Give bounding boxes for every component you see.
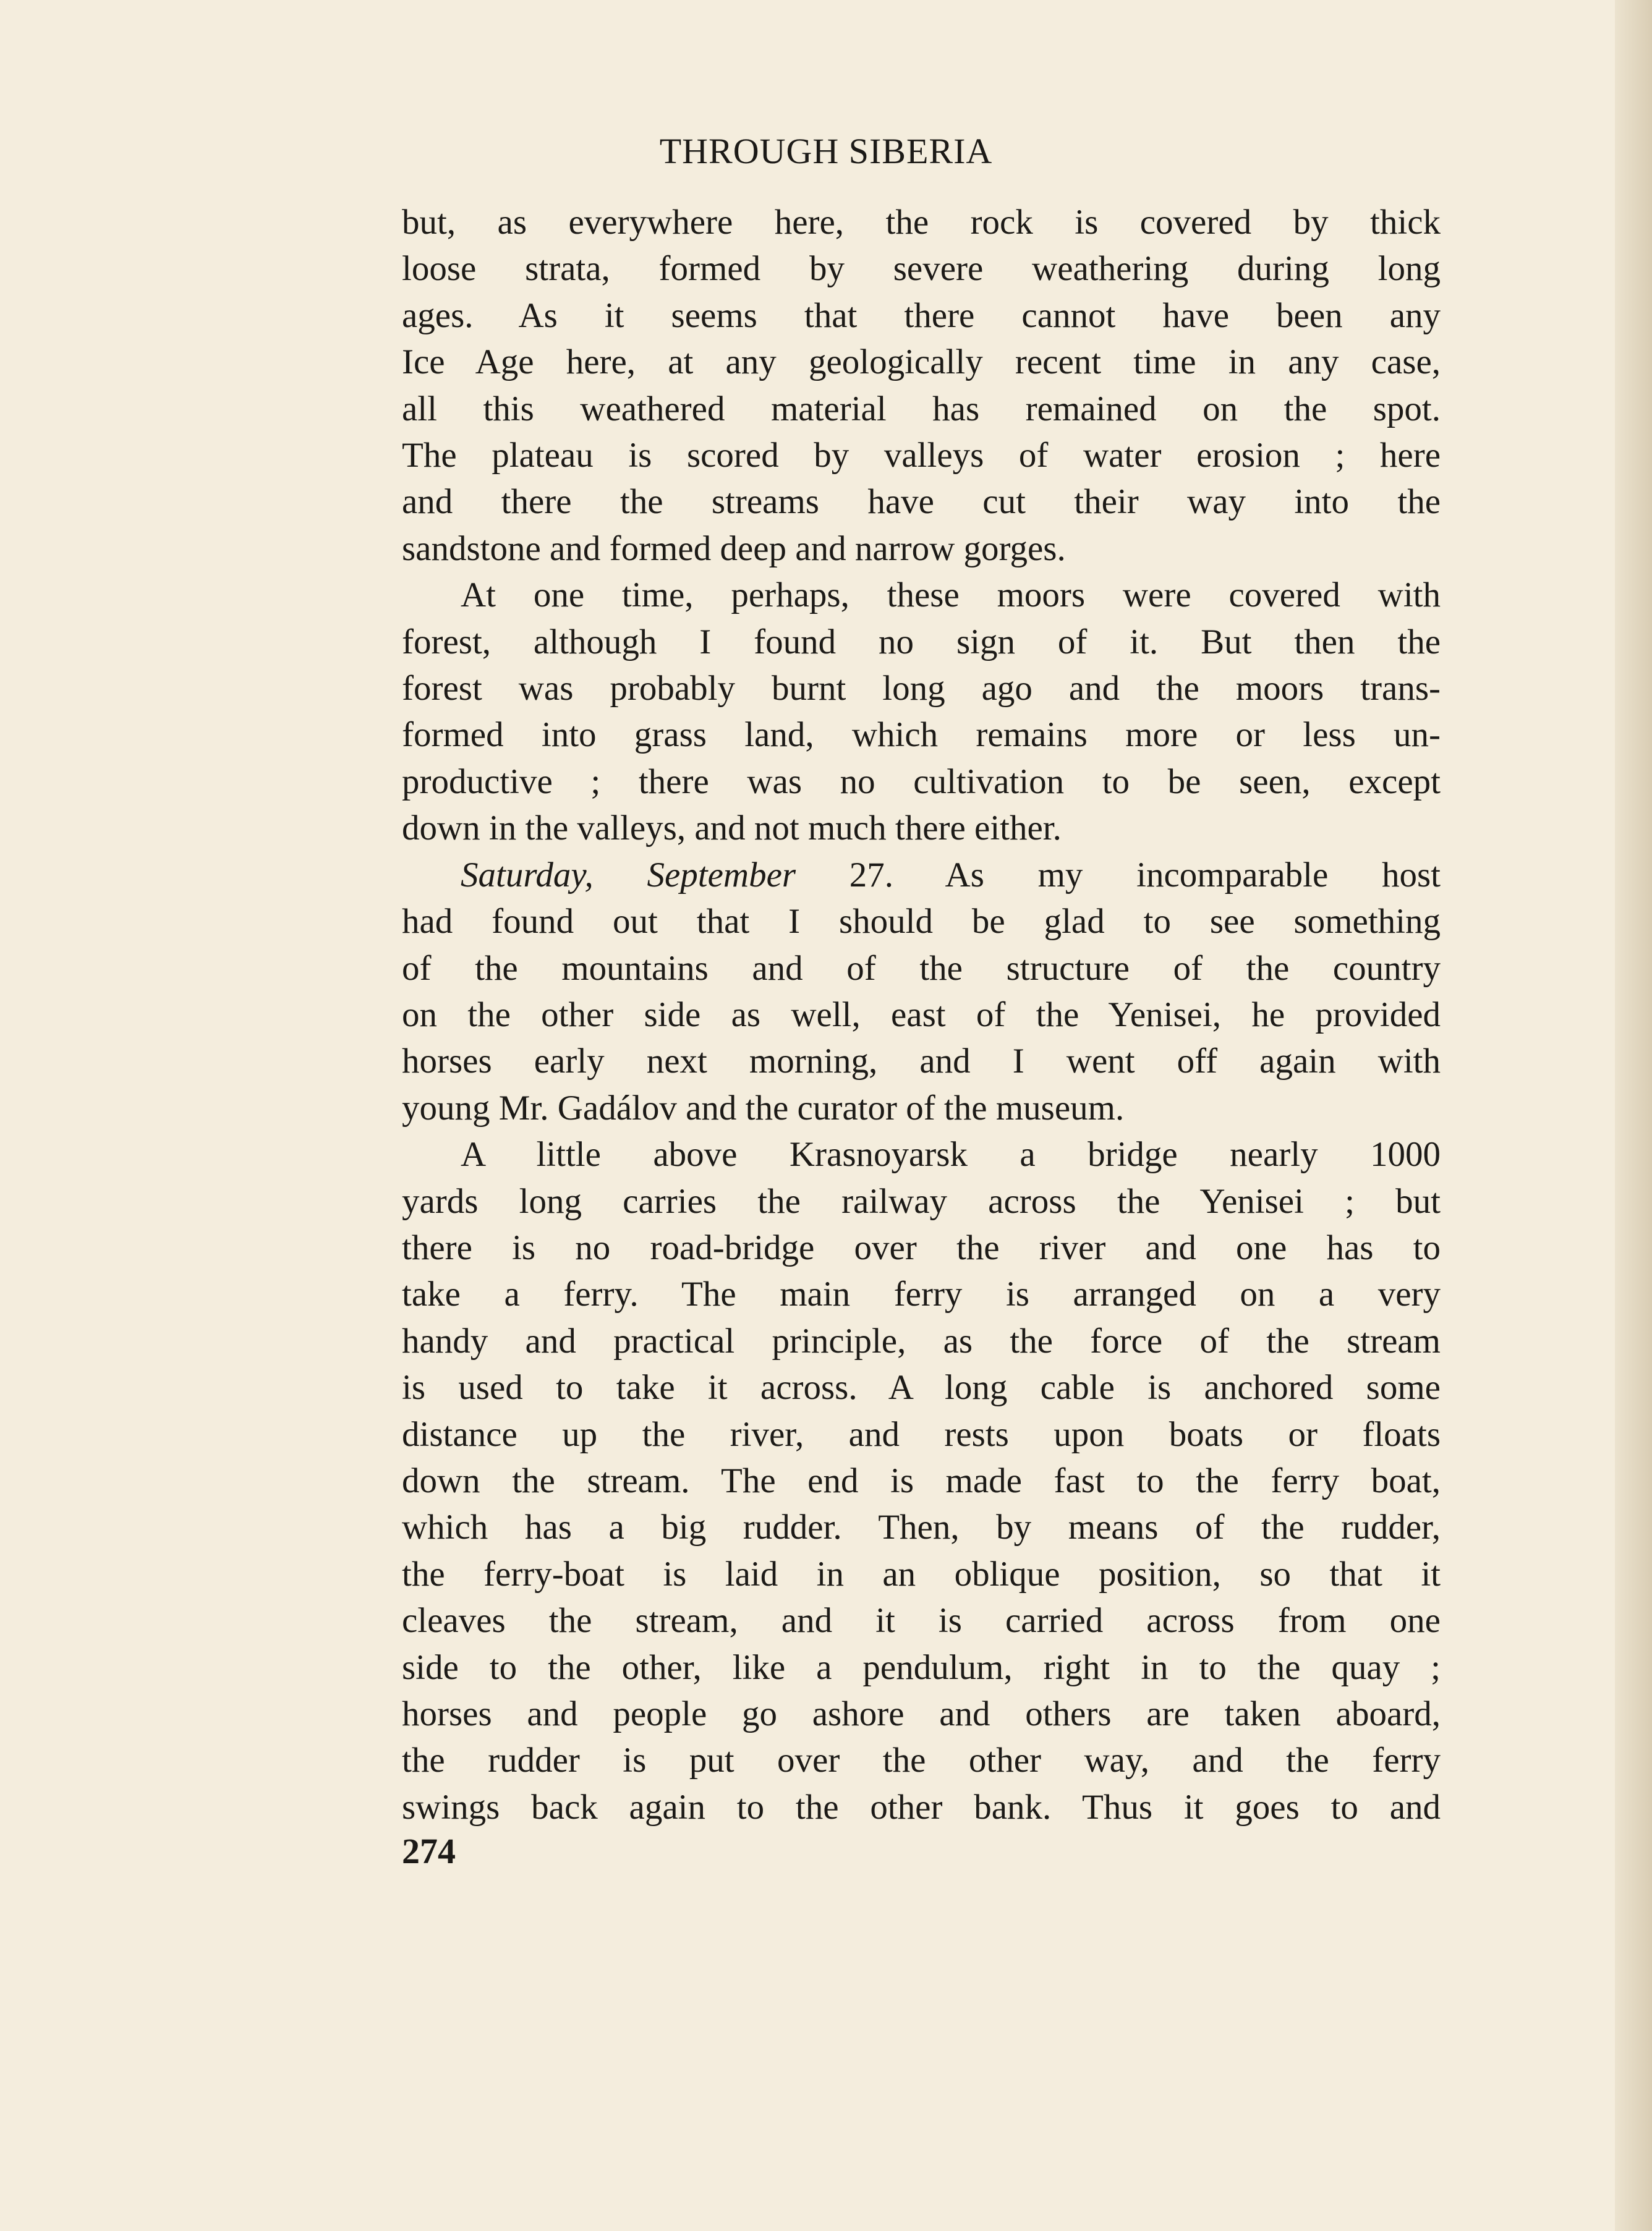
diary-date: Saturday, September bbox=[461, 855, 796, 895]
text-line-rest: 27. As my incomparable host bbox=[796, 855, 1441, 895]
text-line: ages. As it seems that there cannot have been any bbox=[402, 295, 1441, 335]
text-line: Ice Age here, at any geologically recent time in any case, bbox=[402, 342, 1441, 382]
page-number: 274 bbox=[402, 1831, 456, 1871]
text-line: on the other side as well, east of the Yenisei, he provided bbox=[402, 995, 1441, 1034]
text-line: is used to take it across. A long cable is anchored some bbox=[402, 1368, 1441, 1408]
text-line: productive ; there was no cultivation to be seen, except bbox=[402, 762, 1441, 801]
text-line: there is no road-bridge over the river and one has to bbox=[402, 1228, 1441, 1267]
text-line: forest, although I found no sign of it. But then the bbox=[402, 622, 1441, 661]
text-line: but, as everywhere here, the rock is covered by thick bbox=[402, 203, 1441, 242]
text-line: forest was probably burnt long ago and the moors trans- bbox=[402, 669, 1441, 708]
paragraph-3 bbox=[402, 852, 1441, 1131]
text-line: yards long carries the railway across the Yenisei ; but bbox=[402, 1181, 1441, 1221]
text-line: handy and practical principle, as the force of the stream bbox=[402, 1321, 1441, 1361]
body-text bbox=[402, 199, 1441, 1830]
text-line: which has a big rudder. Then, by means of the rudder, bbox=[402, 1508, 1441, 1547]
running-head: THROUGH SIBERIA bbox=[659, 131, 993, 171]
text-line: and there the streams have cut their way into the bbox=[402, 482, 1441, 522]
text-line: distance up the river, and rests upon boats or floats bbox=[402, 1414, 1441, 1454]
text-line: The plateau is scored by valleys of water erosion ; here bbox=[402, 436, 1441, 475]
text-line: of the mountains and of the structure of the country bbox=[402, 948, 1441, 988]
text-line: At one time, perhaps, these moors were covered with bbox=[461, 576, 1441, 615]
text-line: horses early next morning, and I went off again with bbox=[402, 1042, 1441, 1081]
text-line: swings back again to the other bank. Thus it goes to and bbox=[402, 1787, 1441, 1827]
page-gutter-shadow bbox=[1615, 0, 1652, 2231]
text-line bbox=[402, 852, 1441, 898]
text-line: down the stream. The end is made fast to the ferry boat, bbox=[402, 1461, 1441, 1500]
text-line: take a ferry. The main ferry is arranged on a very bbox=[402, 1275, 1441, 1314]
text-line: loose strata, formed by severe weathering during long bbox=[402, 249, 1441, 289]
paragraph-2 bbox=[402, 572, 1441, 851]
text-line: young Mr. Gadálov and the curator of the museum. bbox=[402, 1088, 1125, 1128]
text-line: down in the valleys, and not much there either. bbox=[402, 809, 1062, 848]
text-line: cleaves the stream, and it is carried across from one bbox=[402, 1601, 1441, 1641]
text-line: sandstone and formed deep and narrow gorges. bbox=[402, 529, 1066, 568]
text-line: the ferry-boat is laid in an oblique position, so that it bbox=[402, 1554, 1441, 1594]
text-line: formed into grass land, which remains more or less un- bbox=[402, 715, 1441, 755]
text-line: A little above Krasnoyarsk a bridge nearly 1000 bbox=[461, 1135, 1441, 1175]
text-line: had found out that I should be glad to see something bbox=[402, 902, 1441, 941]
paragraph-1 bbox=[402, 199, 1441, 572]
text-line: side to the other, like a pendulum, right in to the quay ; bbox=[402, 1647, 1441, 1687]
text-line: horses and people go ashore and others are taken aboard, bbox=[402, 1694, 1441, 1733]
text-line: all this weathered material has remained on the spot. bbox=[402, 389, 1441, 428]
text-line: the rudder is put over the other way, and the ferry bbox=[402, 1741, 1441, 1780]
paragraph-4 bbox=[402, 1131, 1441, 1830]
